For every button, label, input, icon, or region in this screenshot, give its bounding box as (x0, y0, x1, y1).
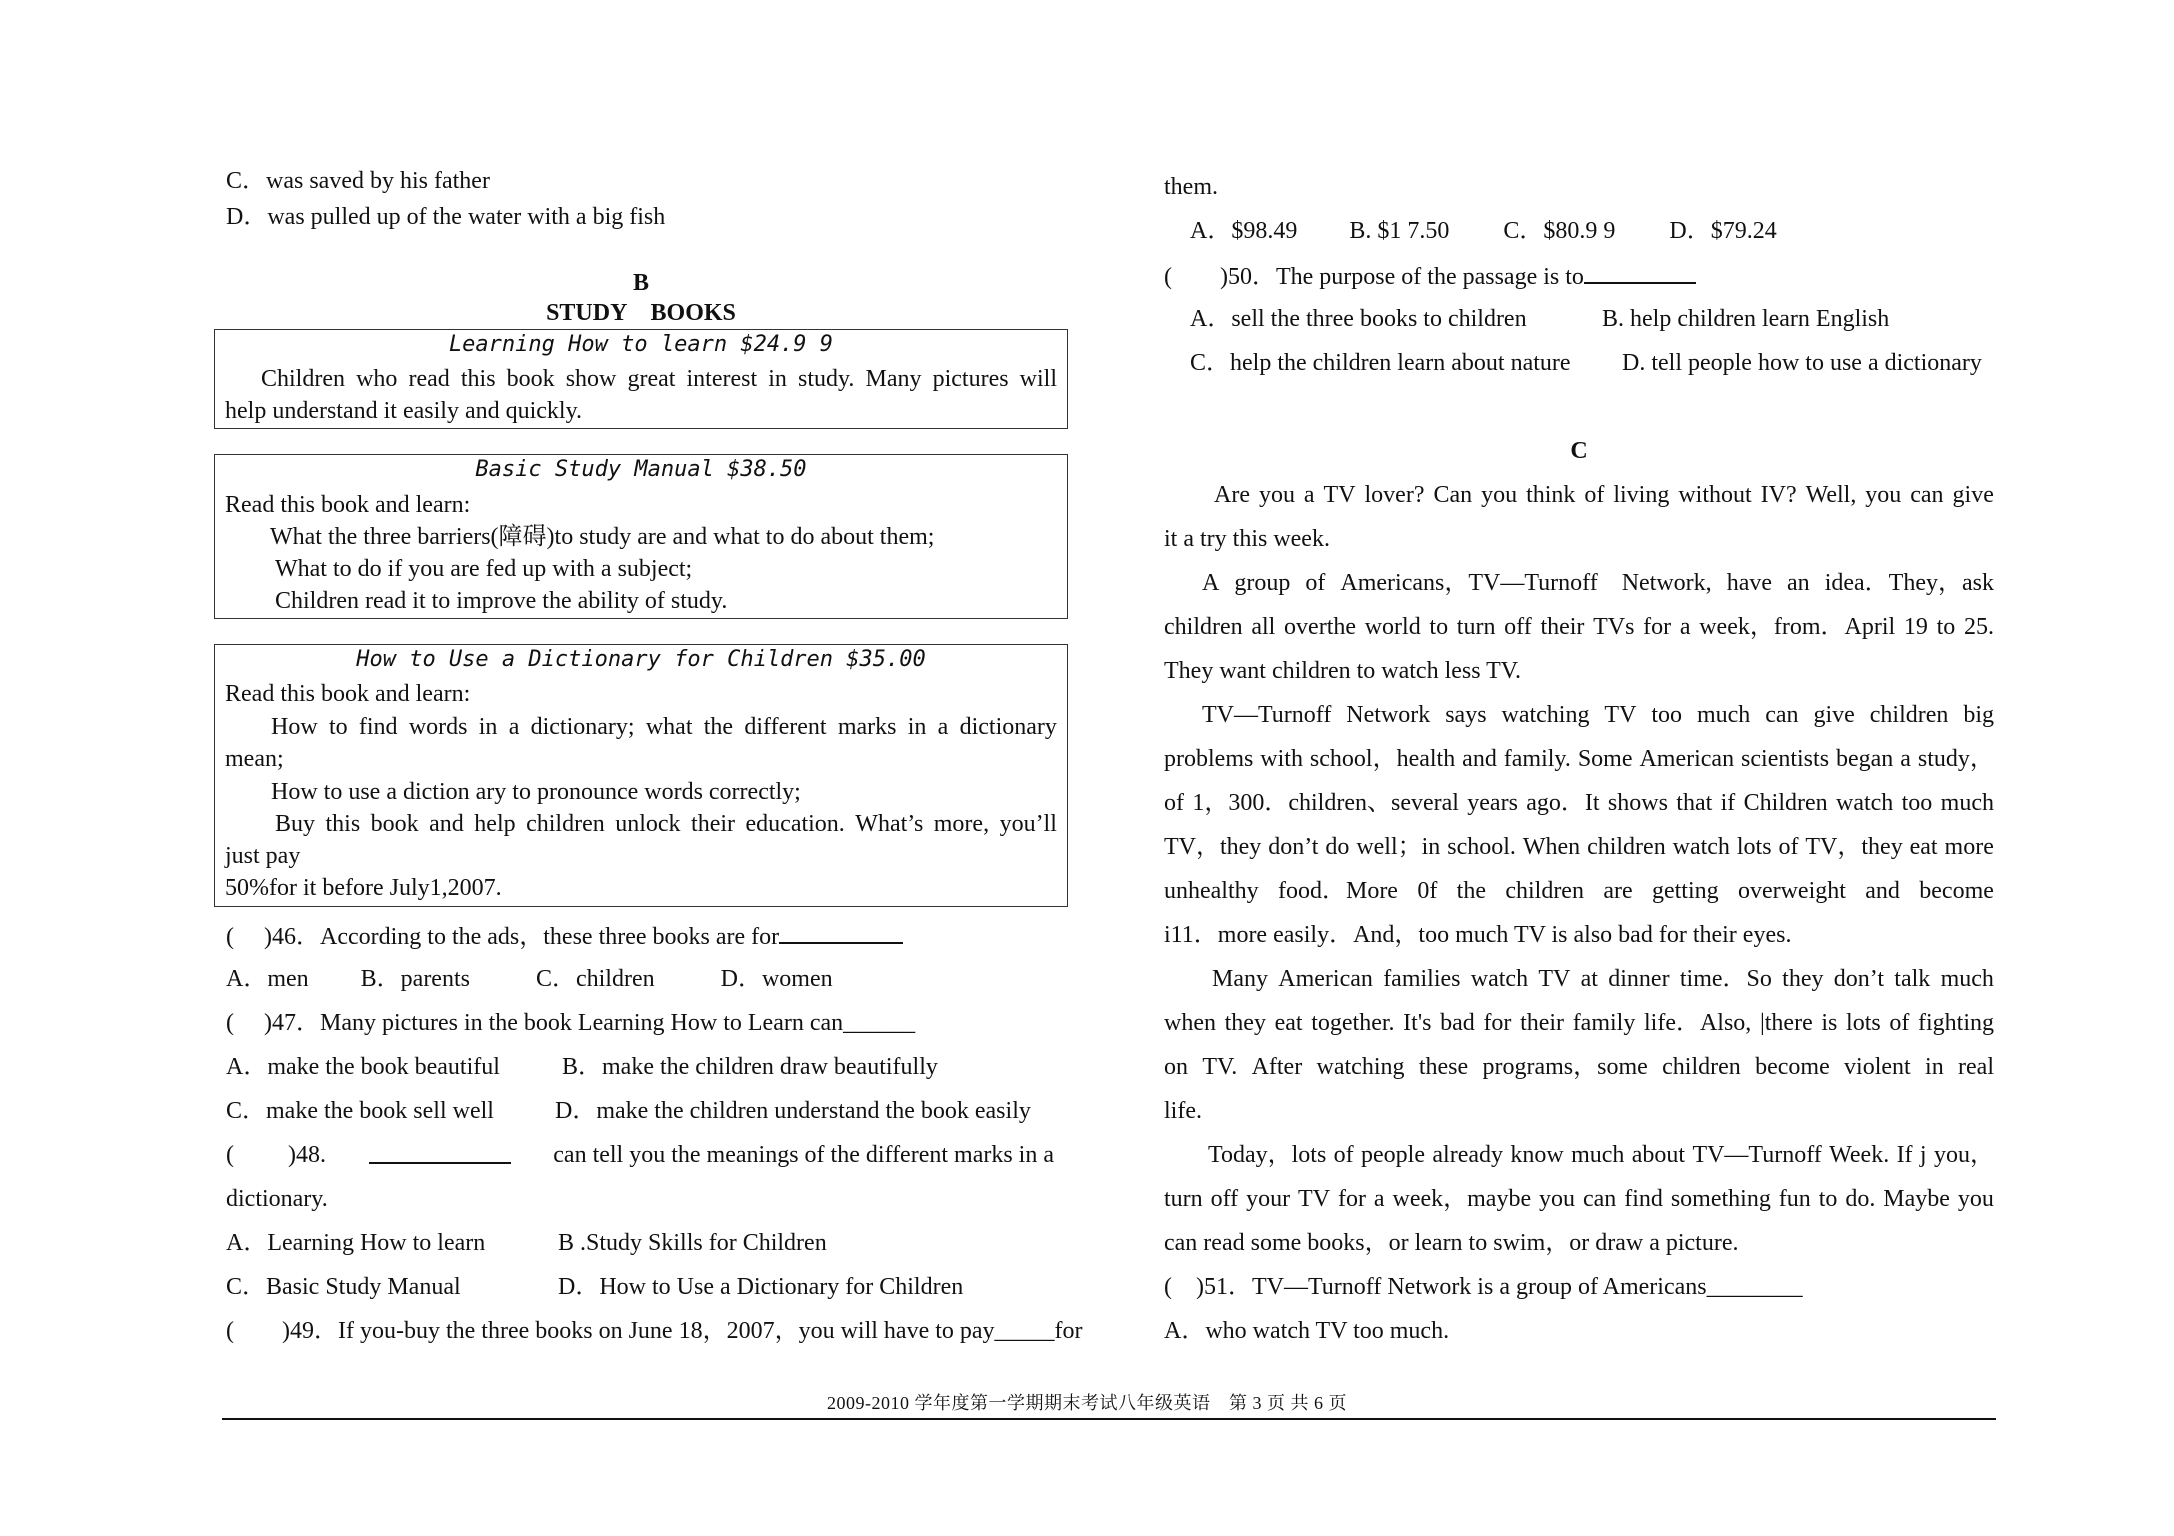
question-50-option-b: B. help children learn English (1602, 306, 1890, 332)
answer-blank (369, 1140, 511, 1164)
passage-line: TV—Turnoff Network says watching TV too much can give children big (1202, 702, 1994, 728)
question-48-number: ( )48. (226, 1142, 326, 1168)
book-ad-title: Basic Study Manual $38.50 (475, 457, 807, 482)
book-ad-text: Children who read this book show great interest in study. Many pictures will (261, 366, 1057, 392)
question-47-option-b: B．make the children draw beautifully (562, 1054, 938, 1080)
book-ad-text: Buy this book and help children unlock their education. What’s more, you’ll (275, 811, 1057, 837)
book-ad-text: What to do if you are fed up with a subject; (275, 556, 693, 582)
question-47: ( )47．Many pictures in the book Learning How to Learn can______ (226, 1010, 916, 1036)
book-ad-text: Children read it to improve the ability of study. (275, 588, 728, 614)
book-ad-title: Learning How to learn $24.9 9 (448, 332, 834, 357)
passage-line: Many American families watch TV at dinner time．So they don’t talk much (1212, 966, 1994, 992)
passage-line: They want children to watch less TV. (1164, 658, 1522, 684)
passage-line: TV，they don’t do well；in school. When children watch lots of TV，they eat more (1164, 834, 1994, 860)
question-50-option-c: C．help the children learn about nature (1190, 350, 1571, 376)
question-48 (226, 1140, 1054, 1170)
passage-line: Are you a TV lover? Can you think of living without IV? Well, you can give (1214, 482, 1994, 508)
option-b: B．parents (360, 966, 470, 992)
passage-line: on TV. After watching these programs，some children become violent in real (1164, 1054, 1994, 1080)
book-ad-text: help understand it easily and quickly. (225, 398, 583, 424)
question-47-option-a: A．make the book beautiful (226, 1054, 500, 1080)
book-ad-title: How to Use a Dictionary for Children $35.00 (356, 647, 926, 672)
footer-divider (222, 1418, 1996, 1420)
book-ad-text: Read this book and learn: (225, 681, 471, 707)
question-46 (226, 920, 903, 952)
section-b-letter: B (632, 270, 649, 296)
question-49-options (1190, 216, 1777, 246)
passage-line: life. (1164, 1098, 1202, 1124)
q45-option-c: C．was saved by his father (226, 168, 490, 194)
question-48-option-c: C．Basic Study Manual (226, 1274, 461, 1300)
option-a: A．$98.49 (1190, 218, 1298, 244)
passage-line: children all overthe world to turn off their TVs for a week，from．April 19 to 25. (1164, 614, 1994, 640)
book-ad-text: What the three barriers(障碍)to study are and what to do about them; (270, 524, 935, 550)
book-ad-text: How to use a diction ary to pronounce words correctly; (271, 779, 801, 805)
answer-blank (779, 920, 903, 944)
option-d: D．women (720, 966, 833, 992)
question-48-continued: dictionary. (226, 1186, 328, 1212)
passage-line: unhealthy food．More 0f the children are getting overweight and become (1164, 878, 1994, 904)
passage-line: turn off your TV for a week，maybe you can find something fun to do. Maybe you (1164, 1186, 1994, 1212)
passage-line: when they eat together. It's bad for their family life．Also, |there is lots of fighting (1164, 1010, 1994, 1036)
section-b-title: STUDY BOOKS (546, 300, 736, 326)
option-d: D．$79.24 (1669, 218, 1777, 244)
passage-line: can read some books，or learn to swim，or draw a picture. (1164, 1230, 1739, 1256)
book-ad-basic-study-manual (214, 454, 1068, 619)
question-48-option-b: B .Study Skills for Children (558, 1230, 827, 1256)
question-50 (1164, 260, 1696, 292)
passage-line: i11．more easily．And，too much TV is also bad for their eyes. (1164, 922, 1792, 948)
question-49-continued: them. (1164, 174, 1218, 200)
passage-line: A group of Americans，TV—Turnoff Network, have an idea．They，ask (1202, 570, 1994, 596)
book-ad-text: 50%for it before July1,2007. (225, 875, 502, 901)
question-51: ( )51．TV—Turnoff Network is a group of Americans________ (1164, 1274, 1803, 1300)
question-51-option-a: A．who watch TV too much. (1164, 1318, 1450, 1344)
option-b: B. $1 7.50 (1349, 218, 1450, 244)
book-ad-text: Read this book and learn: (225, 492, 471, 518)
book-ad-text: mean; (225, 746, 284, 772)
question-48-text: can tell you the meanings of the different marks in a (553, 1142, 1054, 1168)
option-c: C．children (535, 966, 655, 992)
question-46-text: ( )46．According to the ads，these three books are for (226, 924, 780, 950)
question-50-option-a: A．sell the three books to children (1190, 306, 1527, 332)
option-a: A．men (226, 966, 309, 992)
book-ad-dictionary-for-children (214, 644, 1068, 907)
question-50-text: ( )50．The purpose of the passage is to (1164, 264, 1584, 290)
passage-line: Today，lots of people already know much about TV—Turnoff Week. If j you， (1208, 1142, 1994, 1168)
passage-line: of 1，300．children、several years ago．It shows that if Children watch too much (1164, 790, 1994, 816)
question-47-option-d: D．make the children understand the book easily (555, 1098, 1031, 1124)
passage-line: it a try this week. (1164, 526, 1330, 552)
question-47-option-c: C．make the book sell well (226, 1098, 494, 1124)
question-46-options (226, 964, 833, 994)
book-ad-text: just pay (225, 843, 301, 869)
passage-line: problems with school，health and family. Some American scientists began a study， (1164, 746, 1994, 772)
book-ad-learning-how-to-learn (214, 329, 1068, 429)
book-ad-text: How to find words in a dictionary; what the different marks in a dictionary (271, 714, 1057, 740)
question-48-option-d: D．How to Use a Dictionary for Children (558, 1274, 964, 1300)
section-c-letter: C (1570, 438, 1588, 464)
answer-blank (1584, 260, 1696, 284)
option-c: C．$80.9 9 (1503, 218, 1616, 244)
question-49: ( )49．If you-buy the three books on June 18，2007，you will have to pay_____for (226, 1318, 1083, 1344)
q45-option-d: D．was pulled up of the water with a big fish (226, 204, 666, 230)
page-footer: 2009-2010 学年度第一学期期末考试八年级英语 第 3 页 共 6 页 (827, 1393, 1347, 1413)
question-48-option-a: A．Learning How to learn (226, 1230, 486, 1256)
question-50-option-d: D. tell people how to use a dictionary (1622, 350, 1982, 376)
